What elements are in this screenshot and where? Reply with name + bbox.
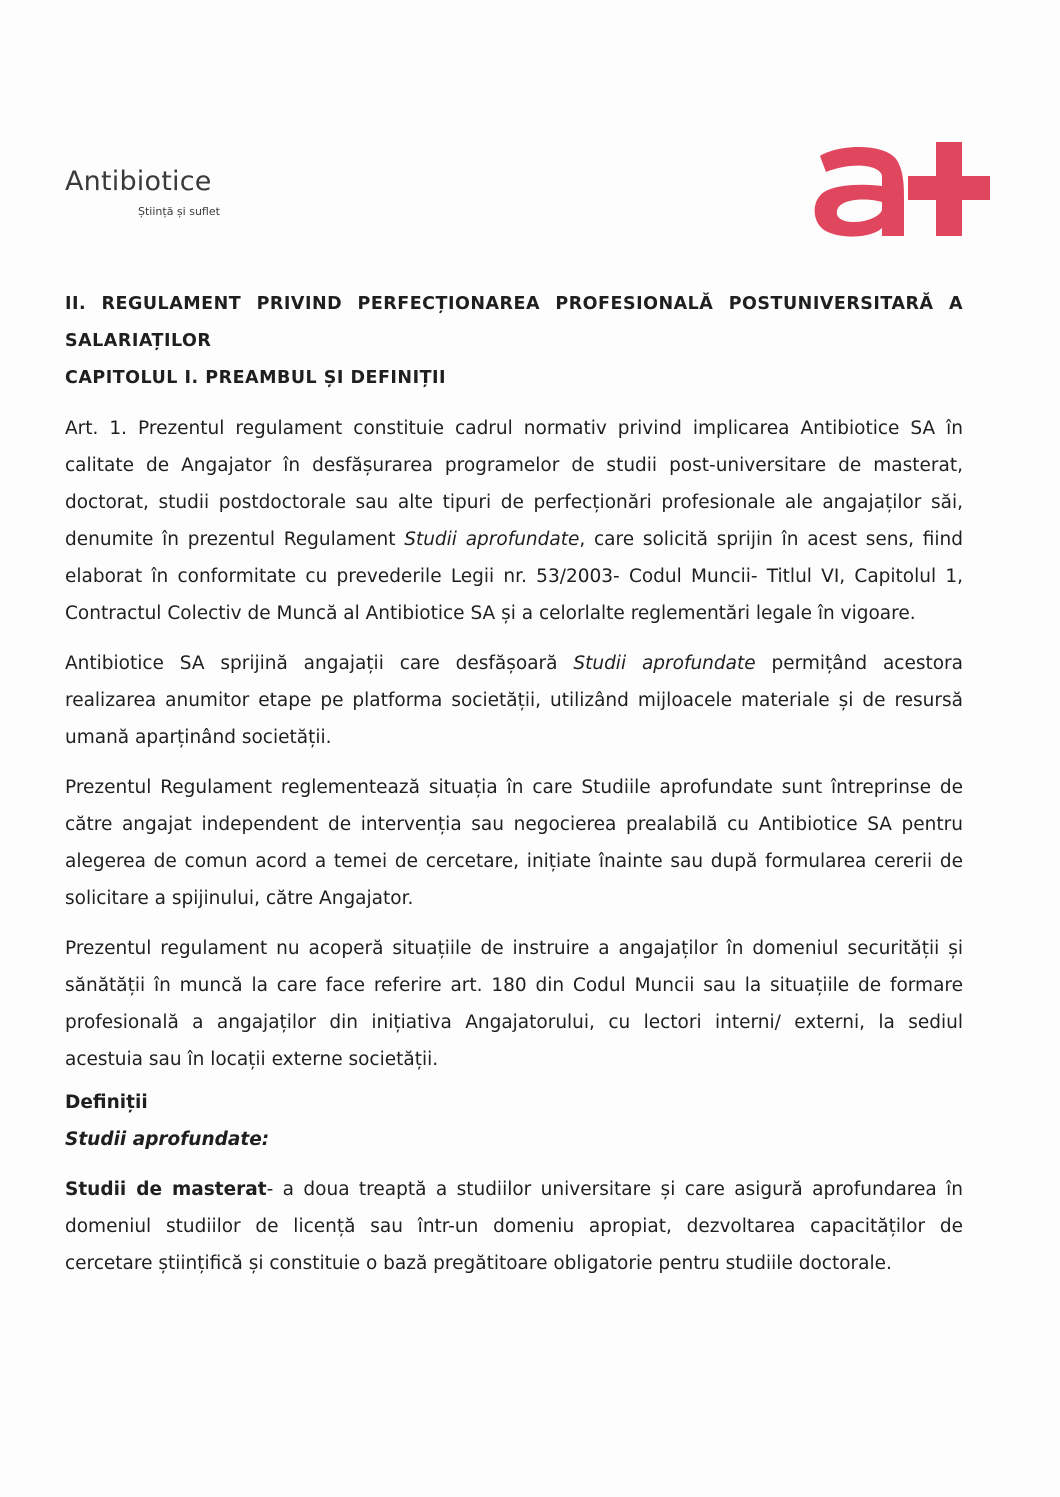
- article-1-text-start: Art. 1. Prezentul regulament constituie cadrul normativ privind implicarea Antibiotice SA în calitate de Angajator în desfășurarea programelor de studii post-universitare de masterat, doctorat, studii postdoctorale sau alte tipuri de perfecționări profesionale ale angajaților săi, denumite în prezentul Regulament: [65, 418, 963, 550]
- article-1-term: Studii aprofundate: [404, 529, 580, 550]
- article-1-text-end: , care solicită sprijin în acest sens, fiind elaborat în conformitate cu prevederile Legii nr. 53/2003- Codul Muncii- Titlul VI, Capitolul 1, Contractul Colectiv de Muncă al Antibiotice SA și a celorlalte reglementări legale în vigoare.: [65, 529, 963, 624]
- a-plus-logo-icon: [810, 138, 995, 238]
- definition-masterat-term: Studii de masterat: [65, 1179, 267, 1200]
- chapter-heading: CAPITOLUL I. PREAMBUL ȘI DEFINIȚII: [65, 368, 447, 388]
- company-name: Antibiotice: [65, 166, 212, 197]
- paragraph-exclusions: Prezentul regulament nu acoperă situațiile de instruire a angajaților în domeniul securității și sănătății în muncă la care face referire art. 180 din Codul Muncii sau la situațiile de formare profesională a angajaților din inițiativa Angajatorului, cu lectori interni/ externi, la sediul acestuia sau în locații externe societății.: [65, 938, 963, 1070]
- paragraph-support-end: permițând acestora realizarea anumitor etape pe platforma societății, utilizând mijloacele materiale și de resursă umană aparținând societății.: [65, 653, 963, 748]
- paragraph-support: [65, 645, 963, 756]
- definitions-heading: Definiții: [65, 1092, 148, 1113]
- document-title-line2: SALARIAȚILOR: [65, 331, 212, 351]
- company-tagline: Știință și suflet: [138, 205, 220, 218]
- document-title-line1: II. REGULAMENT PRIVIND PERFECȚIONAREA PROFESIONALĂ POSTUNIVERSITARĂ A: [65, 294, 963, 314]
- paragraph-scope: Prezentul Regulament reglementează situația în care Studiile aprofundate sunt întreprinse de către angajat independent de intervenția sau negocierea prealabilă cu Antibiotice SA pentru alegerea de comun acord a temei de cercetare, inițiate înainte sau după formularea cererii de solicitare a spijinului, către Angajator.: [65, 777, 963, 909]
- definition-masterat-text: - a doua treaptă a studiilor universitare și care asigură aprofundarea în domeniul studiilor de licență sau într-un domeniu apropiat, dezvoltarea capacităților de cercetare științifică și constituie o bază pregătitoare obligatorie pentru studiile doctorale.: [65, 1179, 963, 1274]
- document-body: [65, 286, 963, 1282]
- definition-masterat: [65, 1171, 963, 1282]
- paragraph-support-start: Antibiotice SA sprijină angajații care desfășoară: [65, 653, 574, 674]
- paragraph-support-term: Studii aprofundate: [573, 653, 756, 674]
- definitions-subheading: Studii aprofundate:: [65, 1129, 270, 1150]
- article-1: [65, 410, 963, 632]
